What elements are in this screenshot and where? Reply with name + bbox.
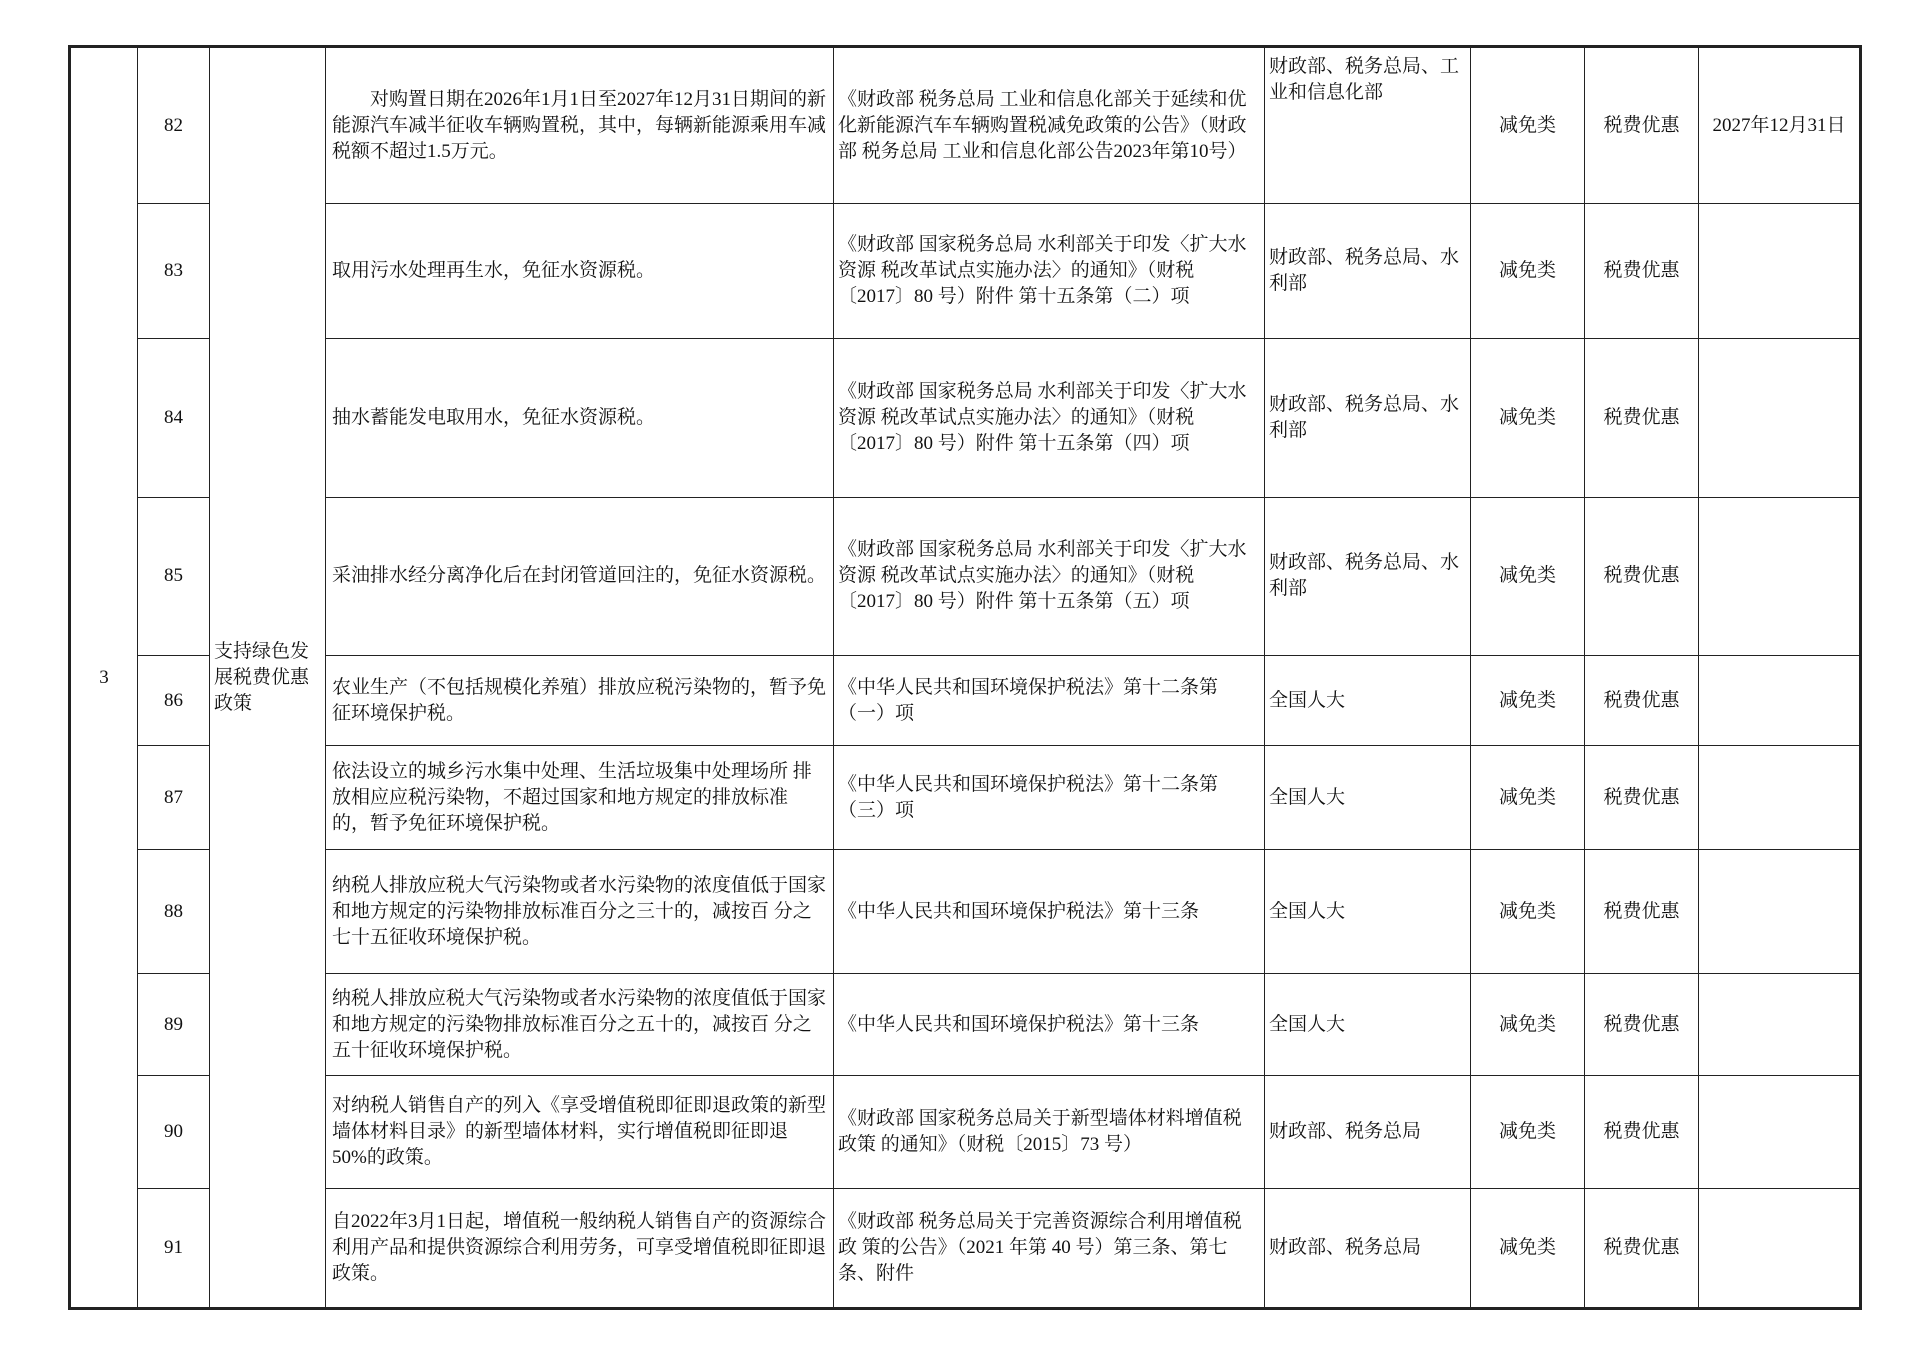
table-row xyxy=(70,47,1861,204)
row-number: 86 xyxy=(138,655,210,745)
table-row xyxy=(70,1075,1861,1188)
policy-type: 减免类 xyxy=(1471,850,1585,974)
policy-type: 减免类 xyxy=(1471,974,1585,1075)
policy-content: 抽水蓄能发电取用水，免征水资源税。 xyxy=(326,339,834,497)
policy-content: 采油排水经分离净化后在封闭管道回注的，免征水资源税。 xyxy=(326,497,834,655)
policy-basis: 《中华人民共和国环境保护税法》第十二条第（一）项 xyxy=(834,655,1265,745)
policy-content: 自2022年3月1日起，增值税一般纳税人销售自产的资源综合利用产品和提供资源综合利用劳务，可享受增值税即征即退政策。 xyxy=(326,1188,834,1308)
group-category-cell: 支持绿色发展税费优惠政策 xyxy=(210,47,326,1309)
policy-type: 减免类 xyxy=(1471,1075,1585,1188)
issuing-department: 全国人大 xyxy=(1265,655,1471,745)
row-number: 82 xyxy=(138,47,210,204)
policy-type: 减免类 xyxy=(1471,655,1585,745)
table-row xyxy=(70,339,1861,497)
policy-basis: 《中华人民共和国环境保护税法》第十三条 xyxy=(834,850,1265,974)
table-row xyxy=(70,974,1861,1075)
policy-type: 减免类 xyxy=(1471,746,1585,850)
issuing-department: 财政部、税务总局 xyxy=(1265,1075,1471,1188)
row-number: 84 xyxy=(138,339,210,497)
policy-category: 税费优惠 xyxy=(1585,655,1699,745)
row-number: 85 xyxy=(138,497,210,655)
issuing-department: 财政部、税务总局、工业和信息化部 xyxy=(1265,47,1471,204)
issuing-department: 财政部、税务总局 xyxy=(1265,1188,1471,1308)
row-number: 90 xyxy=(138,1075,210,1188)
policy-content: 农业生产（不包括规模化养殖）排放应税污染物的，暂予免征环境保护税。 xyxy=(326,655,834,745)
policy-category: 税费优惠 xyxy=(1585,1188,1699,1308)
policy-deadline xyxy=(1699,746,1861,850)
policy-type: 减免类 xyxy=(1471,204,1585,339)
policy-content: 纳税人排放应税大气污染物或者水污染物的浓度值低于国家和地方规定的污染物排放标准百分之三十的，减按百 分之七十五征收环境保护税。 xyxy=(326,850,834,974)
row-number: 87 xyxy=(138,746,210,850)
policy-deadline xyxy=(1699,204,1861,339)
policy-type: 减免类 xyxy=(1471,339,1585,497)
policy-content: 对纳税人销售自产的列入《享受增值税即征即退政策的新型墙体材料目录》的新型墙体材料，实行增值税即征即退 50%的政策。 xyxy=(326,1075,834,1188)
policy-basis: 《中华人民共和国环境保护税法》第十三条 xyxy=(834,974,1265,1075)
policy-deadline xyxy=(1699,974,1861,1075)
policy-deadline xyxy=(1699,497,1861,655)
policy-type: 减免类 xyxy=(1471,497,1585,655)
policy-category: 税费优惠 xyxy=(1585,746,1699,850)
table-row xyxy=(70,850,1861,974)
policy-basis: 《财政部 国家税务总局关于新型墙体材料增值税政策 的通知》（财税〔2015〕73 号） xyxy=(834,1075,1265,1188)
row-number: 89 xyxy=(138,974,210,1075)
policy-category: 税费优惠 xyxy=(1585,850,1699,974)
policy-deadline xyxy=(1699,1188,1861,1308)
table-row xyxy=(70,655,1861,745)
group-index-cell: 3 xyxy=(70,47,138,1309)
policy-basis: 《财政部 国家税务总局 水利部关于印发〈扩大水资源 税改革试点实施办法〉的通知》（财税〔2017〕80 号）附件 第十五条第（二）项 xyxy=(834,204,1265,339)
table-row xyxy=(70,497,1861,655)
policy-deadline xyxy=(1699,1075,1861,1188)
row-number: 91 xyxy=(138,1188,210,1308)
policy-type: 减免类 xyxy=(1471,1188,1585,1308)
issuing-department: 全国人大 xyxy=(1265,746,1471,850)
policy-category: 税费优惠 xyxy=(1585,47,1699,204)
table-row xyxy=(70,1188,1861,1308)
issuing-department: 财政部、税务总局、水利部 xyxy=(1265,497,1471,655)
policy-basis: 《财政部 税务总局 工业和信息化部关于延续和优化新能源汽车车辆购置税减免政策的公告》（财政部 税务总局 工业和信息化部公告2023年第10号） xyxy=(834,47,1265,204)
policy-content: 取用污水处理再生水，免征水资源税。 xyxy=(326,204,834,339)
policy-category: 税费优惠 xyxy=(1585,1075,1699,1188)
row-number: 83 xyxy=(138,204,210,339)
policy-basis: 《财政部 国家税务总局 水利部关于印发〈扩大水资源 税改革试点实施办法〉的通知》（财税〔2017〕80 号）附件 第十五条第（四）项 xyxy=(834,339,1265,497)
policy-content: 对购置日期在2026年1月1日至2027年12月31日期间的新能源汽车减半征收车辆购置税，其中，每辆新能源乘用车减税额不超过1.5万元。 xyxy=(326,47,834,204)
issuing-department: 财政部、税务总局、水利部 xyxy=(1265,339,1471,497)
issuing-department: 财政部、税务总局、水利部 xyxy=(1265,204,1471,339)
policy-category: 税费优惠 xyxy=(1585,339,1699,497)
policy-type: 减免类 xyxy=(1471,47,1585,204)
policy-deadline xyxy=(1699,655,1861,745)
policy-basis: 《财政部 税务总局关于完善资源综合利用增值税政 策的公告》（2021 年第 40 号）第三条、第七条、附件 xyxy=(834,1188,1265,1308)
table-row xyxy=(70,746,1861,850)
row-number: 88 xyxy=(138,850,210,974)
table-row xyxy=(70,204,1861,339)
policy-category: 税费优惠 xyxy=(1585,204,1699,339)
policy-deadline: 2027年12月31日 xyxy=(1699,47,1861,204)
policy-content: 纳税人排放应税大气污染物或者水污染物的浓度值低于国家和地方规定的污染物排放标准百分之五十的，减按百 分之五十征收环境保护税。 xyxy=(326,974,834,1075)
policy-deadline xyxy=(1699,850,1861,974)
policy-deadline xyxy=(1699,339,1861,497)
policy-basis: 《中华人民共和国环境保护税法》第十二条第（三）项 xyxy=(834,746,1265,850)
policy-content: 依法设立的城乡污水集中处理、生活垃圾集中处理场所 排放相应应税污染物，不超过国家和地方规定的排放标准 的，暂予免征环境保护税。 xyxy=(326,746,834,850)
policy-category: 税费优惠 xyxy=(1585,974,1699,1075)
policy-basis: 《财政部 国家税务总局 水利部关于印发〈扩大水资源 税改革试点实施办法〉的通知》（财税〔2017〕80 号）附件 第十五条第（五）项 xyxy=(834,497,1265,655)
issuing-department: 全国人大 xyxy=(1265,850,1471,974)
issuing-department: 全国人大 xyxy=(1265,974,1471,1075)
policy-table xyxy=(68,45,1862,1310)
policy-category: 税费优惠 xyxy=(1585,497,1699,655)
